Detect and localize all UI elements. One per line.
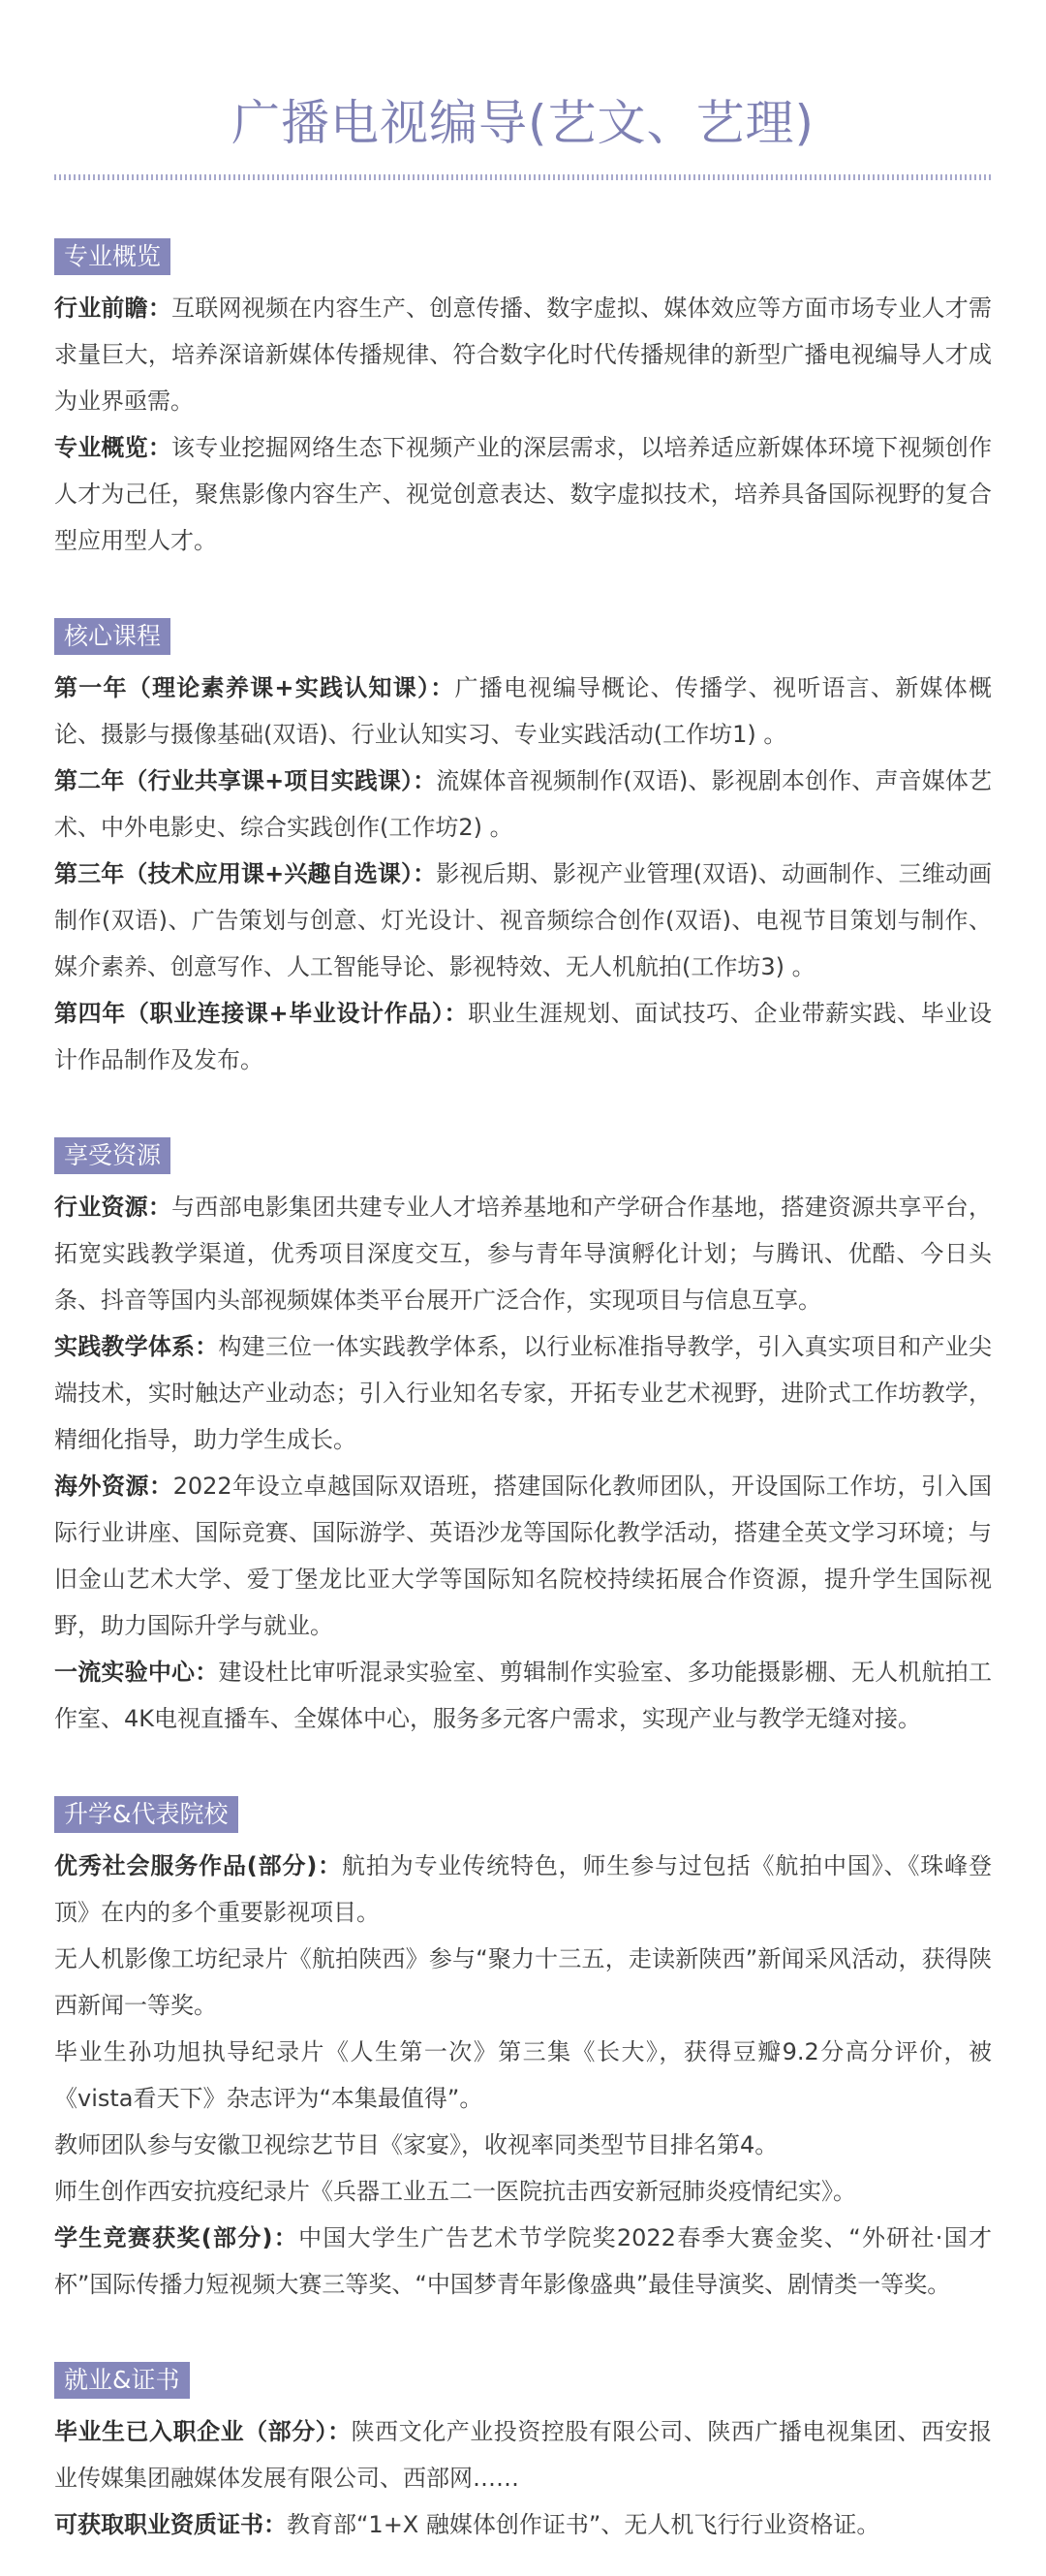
paragraph-text: 构建三位一体实践教学体系，以行业标准指导教学，引入真实项目和产业尖端技术，实时触达产业动态；引入行业知名专家，开拓专业艺术视野，进阶式工作坊教学，精细化指导，助力学生成长。: [54, 1333, 992, 1453]
paragraph-text: 无人机影像工坊纪录片《航拍陕西》参与“聚力十三五，走读新陕西”新闻采风活动，获得陕西新闻一等奖。: [54, 1945, 992, 2019]
paragraph-label: 第三年（技术应用课+兴趣自选课）：: [54, 860, 437, 887]
paragraph: [54, 2501, 992, 2548]
paragraph: [54, 1184, 992, 1323]
paragraph-label: 毕业生已入职企业（部分）：: [54, 2418, 352, 2445]
section-tag: 专业概览: [54, 238, 170, 275]
paragraph: [54, 424, 992, 564]
section-tag: 就业&证书: [54, 2362, 190, 2399]
paragraph-text: 影视后期、影视产业管理(双语)、动画制作、三维动画制作(双语)、广告策划与创意、灯光设计、视音频综合创作(双语)、电视节目策划与制作、媒介素养、创意写作、人工智能导论、影视特效、无人机航拍(工作坊3) 。: [54, 860, 992, 980]
paragraph-text: 中国大学生广告艺术节学院奖2022春季大赛金奖、“外研社·国才杯”国际传播力短视频大赛三等奖、“中国梦青年影像盛典”最佳导演奖、剧情类一等奖。: [54, 2224, 993, 2298]
paragraph-text: 毕业生孙功旭执导纪录片《人生第一次》第三集《长大》，获得豆瓣9.2分高分评价，被《vista看天下》杂志评为“本集最值得”。: [54, 2038, 992, 2112]
paragraph-label: 优秀社会服务作品(部分)：: [54, 1852, 343, 1879]
paragraph: [54, 2029, 992, 2122]
section-tag: 核心课程: [54, 618, 170, 655]
paragraph: [54, 1323, 992, 1463]
section-tag: 升学&代表院校: [54, 1796, 238, 1833]
paragraph: [54, 2408, 992, 2501]
paragraph-text: 陕西文化产业投资控股有限公司、陕西广播电视集团、西安报业传媒集团融媒体发展有限公司、西部网……: [54, 2418, 993, 2492]
paragraph: [54, 2168, 992, 2215]
paragraph-text: 师生创作西安抗疫纪录片《兵器工业五二一医院抗击西安新冠肺炎疫情纪实》。: [54, 2178, 856, 2205]
paragraph-text: 广播电视编导概论、传播学、视听语言、新媒体概论、摄影与摄像基础(双语)、行业认知实习、专业实践活动(工作坊1) 。: [54, 674, 993, 748]
paragraph: [54, 1649, 992, 1742]
paragraph: [54, 1463, 992, 1649]
paragraph: [54, 1936, 992, 2029]
paragraph: [54, 758, 992, 851]
paragraph: [54, 2122, 992, 2168]
paragraph-label: 可获取职业资质证书：: [54, 2511, 287, 2538]
paragraph-text: 与西部电影集团共建专业人才培养基地和产学研合作基地，搭建资源共享平台，拓宽实践教学渠道，优秀项目深度交互，参与青年导演孵化计划；与腾讯、优酷、今日头条、抖音等国内头部视频媒体类平台展开广泛合作，实现项目与信息互享。: [54, 1194, 993, 1314]
paragraph: [54, 851, 992, 990]
paragraph-text: 教育部“1+X 融媒体创作证书”、无人机飞行行业资格证。: [287, 2511, 880, 2538]
paragraph: [54, 990, 992, 1083]
paragraph-text: 流媒体音视频制作(双语)、影视剧本创作、声音媒体艺术、中外电影史、综合实践创作(工作坊2) 。: [54, 767, 992, 841]
section-achievements: [54, 1796, 992, 2308]
paragraph-label: 第一年（理论素养课+实践认知课）：: [54, 674, 455, 701]
paragraph-text: 建设杜比审听混录实验室、剪辑制作实验室、多功能摄影棚、无人机航拍工作室、4K电视直播车、全媒体中心，服务多元客户需求，实现产业与教学无缝对接。: [54, 1659, 992, 1732]
paragraph-label: 专业概览：: [54, 434, 172, 461]
section-overview: [54, 238, 992, 564]
paragraph: [54, 2215, 992, 2308]
title-divider: [54, 174, 992, 180]
paragraph: [54, 285, 992, 424]
paragraph-label: 实践教学体系：: [54, 1333, 219, 1360]
paragraph-label: 一流实验中心：: [54, 1659, 219, 1686]
section-resources: [54, 1137, 992, 1742]
paragraph: [54, 1843, 992, 1936]
paragraph-label: 第四年（职业连接课+毕业设计作品）：: [54, 1000, 469, 1027]
paragraph-label: 行业资源：: [54, 1194, 172, 1221]
paragraph-text: 2022年设立卓越国际双语班，搭建国际化教师团队，开设国际工作坊，引入国际行业讲座、国际竞赛、国际游学、英语沙龙等国际化教学活动，搭建全英文学习环境；与旧金山艺术大学、爱丁堡龙比亚大学等国际知名院校持续拓展合作资源，提升学生国际视野，助力国际升学与就业。: [54, 1473, 993, 1639]
paragraph-text: 航拍为专业传统特色，师生参与过包括《航拍中国》、《珠峰登顶》在内的多个重要影视项目。: [54, 1852, 993, 1926]
paragraph-label: 第二年（行业共享课+项目实践课）：: [54, 767, 437, 794]
paragraph-text: 职业生涯规划、面试技巧、企业带薪实践、毕业设计作品制作及发布。: [54, 1000, 993, 1073]
section-core-courses: [54, 618, 992, 1083]
paragraph: [54, 665, 992, 758]
paragraph-text: 教师团队参与安徽卫视综艺节目《家宴》，收视率同类型节目排名第4。: [54, 2131, 779, 2158]
paragraph-label: 行业前瞻：: [54, 295, 172, 322]
paragraph-text: 互联网视频在内容生产、创意传播、数字虚拟、媒体效应等方面市场专业人才需求量巨大，培养深谙新媒体传播规律、符合数字化时代传播规律的新型广播电视编导人才成为业界亟需。: [54, 295, 993, 415]
page-title: 广播电视编导(艺文、艺理): [231, 95, 815, 151]
section-employment: [54, 2362, 992, 2548]
paragraph-label: 海外资源：: [54, 1473, 173, 1500]
paragraph-label: 学生竞赛获奖(部分)：: [54, 2224, 299, 2251]
paragraph-text: 该专业挖掘网络生态下视频产业的深层需求，以培养适应新媒体环境下视频创作人才为己任，聚焦影像内容生产、视觉创意表达、数字虚拟技术，培养具备国际视野的复合型应用型人才。: [54, 434, 993, 554]
section-tag: 享受资源: [54, 1137, 170, 1174]
